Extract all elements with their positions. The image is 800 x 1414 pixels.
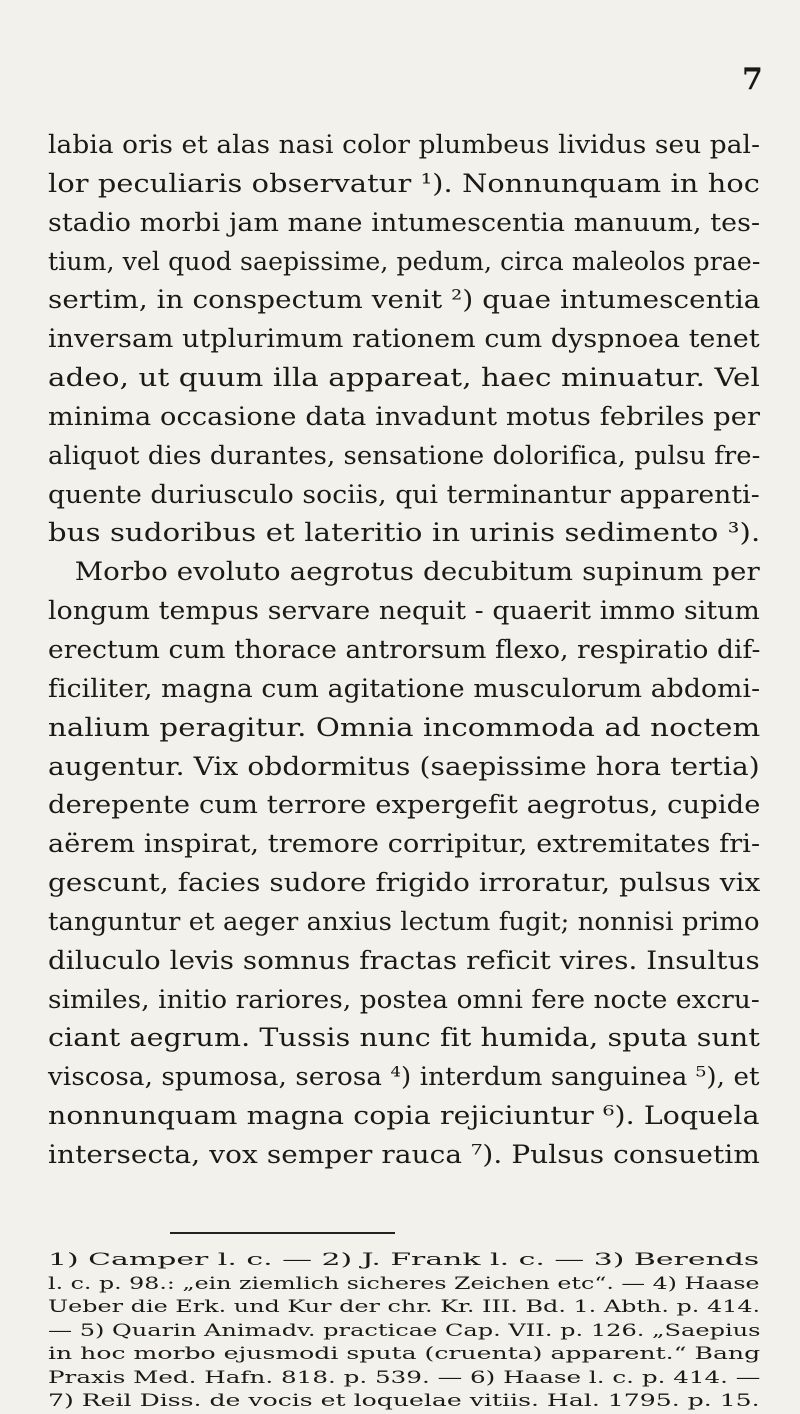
text-line: aërem inspirat, tremore corripitur, extremitates fri- <box>48 829 761 860</box>
text-line: nalium peragitur. Omnia incommoda ad noctem <box>48 712 761 743</box>
text-line: intersecta, vox semper rauca ⁷). Pulsus consuetim <box>48 1139 760 1170</box>
text-line: similes, initio rariores, postea omni fere nocte excru- <box>48 984 760 1015</box>
text-line: augentur. Vix obdormitus (saepissime hora tertia) <box>48 751 760 782</box>
text-line: derepente cum terrore expergefit aegrotus, cupide <box>48 790 761 821</box>
text-line: inversam utplurimum rationem cum dyspnoea tenet <box>48 324 760 355</box>
text-line: adeo, ut quum illa appareat, haec minuatur. Vel <box>48 363 760 394</box>
text-line: lor peculiaris observatur ¹). Nonnunquam in hoc <box>48 168 761 199</box>
page-number: 7 <box>742 62 763 97</box>
text-line: stadio morbi jam mane intumescentia manuum, tes- <box>48 207 761 238</box>
text-line: tanguntur et aeger anxius lectum fugit; nonnisi primo <box>48 906 760 937</box>
text-line: nonnunquam magna copia rejiciuntur ⁶). Loquela <box>48 1101 760 1132</box>
main-text <box>48 126 763 1175</box>
text-line: bus sudoribus et lateritio in urinis sedimento ³). <box>48 518 761 549</box>
footnotes <box>48 1249 763 1414</box>
text-line: viscosa, spumosa, serosa ⁴) interdum sanguinea ⁵), et <box>48 1062 760 1093</box>
footnote-line: 7) Reil Diss. de vocis et loquelae vitiis. Hal. 1795. p. 15. <box>48 1391 760 1411</box>
text-line: tium, vel quod saepissime, pedum, circa maleolos prae- <box>48 246 761 277</box>
text-line: diluculo levis somnus fractas reficit vires. Insultus <box>48 945 760 976</box>
footnote-line: l. c. p. 98.: „ein ziemlich sicheres Zeichen etc“. — 4) Haase <box>48 1273 760 1294</box>
text-line: gescunt, facies sudore frigido irroratur, pulsus vix <box>48 868 761 899</box>
footnote-line: in hoc morbo ejusmodi sputa (cruenta) apparent.“ Bang <box>48 1344 761 1364</box>
text-line: Morbo evoluto aegrotus decubitum supinum per <box>48 557 760 588</box>
text-line: aliquot dies durantes, sensatione dolorifica, pulsu fre- <box>48 440 761 471</box>
text-line: quente duriusculo sociis, qui terminantur apparenti- <box>48 479 760 510</box>
footnote-line: Ueber die Erk. und Kur der chr. Kr. III. Bd. 1. Abth. p. 414. <box>48 1297 761 1317</box>
text-line: labia oris et alas nasi color plumbeus lividus seu pal- <box>48 130 761 160</box>
text-line: longum tempus servare nequit - quaerit immo situm <box>48 596 760 627</box>
text-line: ciant aegrum. Tussis nunc fit humida, sputa sunt <box>48 1023 760 1054</box>
footnote-line: — 5) Quarin Animadv. practicae Cap. VII. p. 126. „Saepius <box>48 1320 761 1341</box>
footnote-line: Praxis Med. Hafn. 818. p. 539. — 6) Haase l. c. p. 414. — <box>48 1367 761 1388</box>
footnote-line: 1) Camper l. c. — 2) J. Frank l. c. — 3) Berends <box>48 1250 760 1270</box>
text-line: sertim, in conspectum venit ²) quae intumescentia <box>48 285 761 316</box>
text-line: minima occasione data invadunt motus febriles per <box>48 401 761 432</box>
text-line: ficiliter, magna cum agitatione musculorum abdomi- <box>48 673 761 704</box>
text-line: erectum cum thorace antrorsum flexo, respiratio dif- <box>48 634 761 665</box>
footnote-divider <box>170 1232 395 1234</box>
